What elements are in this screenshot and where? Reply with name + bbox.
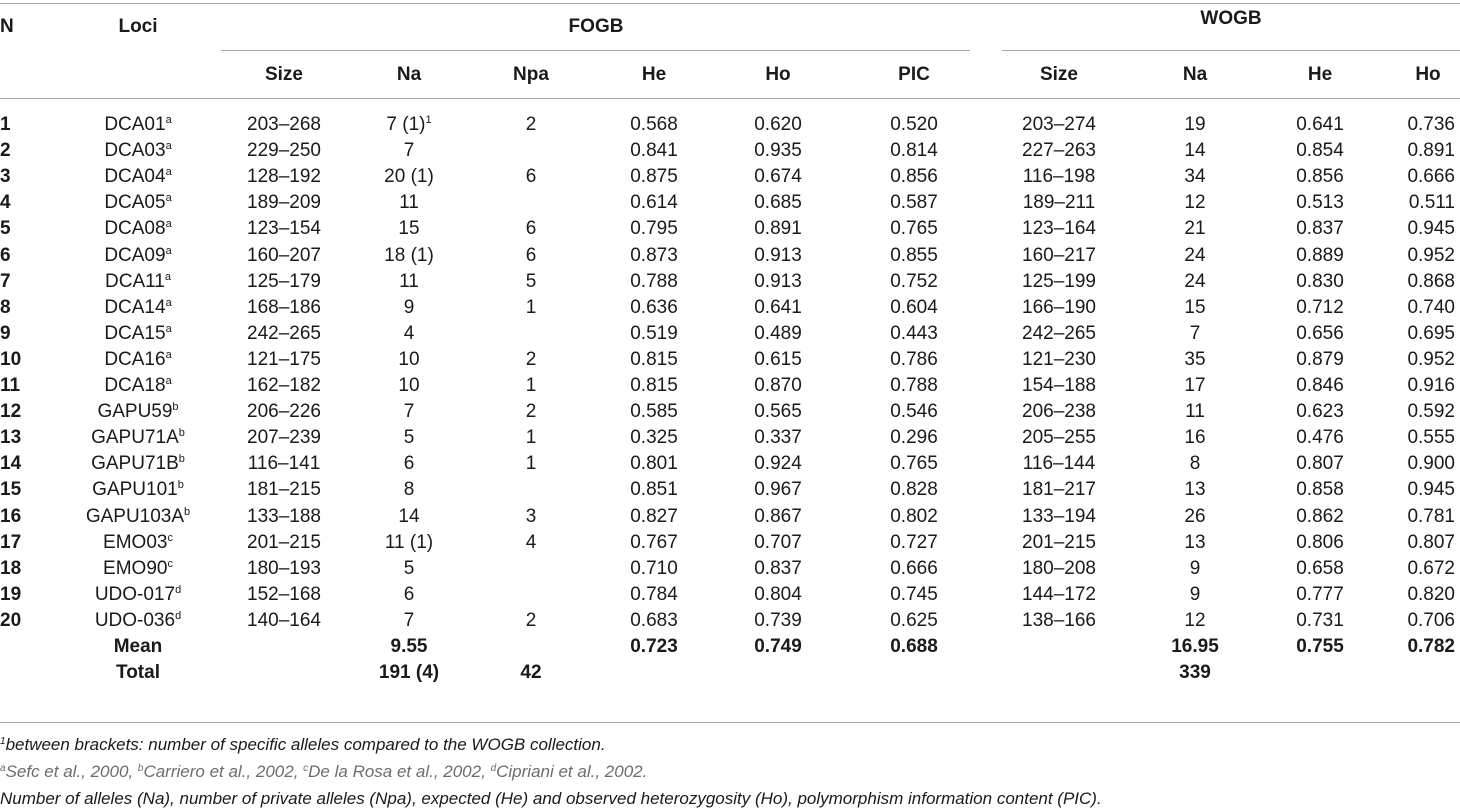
wogb-ho-cell: 0.781 bbox=[1407, 505, 1455, 527]
fogb-size-cell: 180–193 bbox=[247, 557, 321, 579]
fogb-na-cell: 15 bbox=[398, 218, 420, 240]
fogb-ho-cell: 0.707 bbox=[754, 531, 802, 553]
fogb-npa-cell: 6 bbox=[525, 218, 537, 240]
fogb-size-cell: 125–179 bbox=[247, 270, 321, 292]
wogb-size-cell: 205–255 bbox=[1022, 427, 1096, 449]
wogb-size-cell: 181–217 bbox=[1022, 479, 1096, 501]
row-number: 8 bbox=[0, 296, 11, 318]
header-fogb-na: Na bbox=[396, 64, 422, 85]
total-wogb-na: 339 bbox=[1179, 662, 1211, 684]
wogb-he-cell: 0.777 bbox=[1296, 583, 1344, 605]
fogb-na-cell: 6 bbox=[403, 453, 415, 475]
wogb-ho-cell: 0.592 bbox=[1407, 401, 1455, 423]
footnote-marker: 1 bbox=[0, 736, 6, 747]
fogb-size-cell: 203–268 bbox=[247, 114, 321, 135]
header-wogb-na: Na bbox=[1182, 64, 1208, 85]
wogb-size-cell: 144–172 bbox=[1022, 583, 1096, 605]
fogb-he-cell: 0.827 bbox=[630, 505, 678, 527]
wogb-na-cell: 19 bbox=[1184, 114, 1206, 135]
wogb-na-cell: 24 bbox=[1184, 270, 1206, 292]
wogb-he-cell: 0.858 bbox=[1296, 479, 1344, 501]
fogb-ho-cell: 0.337 bbox=[754, 427, 802, 449]
fogb-ho-cell: 0.685 bbox=[754, 192, 802, 214]
fogb-npa-cell: 1 bbox=[525, 453, 537, 475]
fogb-ho-cell: 0.489 bbox=[754, 322, 802, 344]
wogb-he-cell: 0.513 bbox=[1296, 192, 1344, 214]
row-number: 15 bbox=[0, 479, 22, 501]
mean-wogb-he: 0.755 bbox=[1296, 636, 1344, 657]
fogb-size-cell: 121–175 bbox=[247, 348, 321, 370]
wogb-he-cell: 0.862 bbox=[1296, 505, 1344, 527]
wogb-na-cell: 35 bbox=[1184, 348, 1206, 370]
fogb-pic-cell: 0.814 bbox=[890, 140, 938, 162]
superscript-marker: a bbox=[165, 218, 172, 231]
fogb-he-cell: 0.585 bbox=[630, 401, 678, 423]
fogb-na-cell: 6 bbox=[403, 583, 415, 605]
wogb-he-cell: 0.807 bbox=[1296, 453, 1344, 475]
wogb-size-cell: 201–215 bbox=[1022, 531, 1096, 553]
wogb-he-cell: 0.856 bbox=[1296, 166, 1344, 188]
wogb-he-cell: 0.837 bbox=[1296, 218, 1344, 240]
fogb-ho-cell: 0.913 bbox=[754, 270, 802, 292]
row-number: 11 bbox=[0, 375, 21, 396]
fogb-npa-cell: 6 bbox=[525, 244, 537, 266]
fogb-he-cell: 0.815 bbox=[630, 375, 678, 396]
fogb-ho-cell: 0.620 bbox=[754, 114, 802, 135]
wogb-he-cell: 0.623 bbox=[1296, 401, 1344, 423]
wogb-he-cell: 0.731 bbox=[1296, 609, 1344, 631]
fogb-ho-cell: 0.641 bbox=[754, 296, 802, 318]
fogb-npa-cell: 2 bbox=[525, 114, 537, 135]
fogb-he-cell: 0.875 bbox=[630, 166, 678, 188]
fogb-na-cell: 18 (1) bbox=[384, 244, 434, 266]
wogb-size-cell: 116–144 bbox=[1022, 453, 1096, 475]
table-top-rule bbox=[0, 3, 1460, 4]
wogb-ho-cell: 0.916 bbox=[1407, 375, 1455, 396]
wogb-ho-cell: 0.945 bbox=[1407, 218, 1455, 240]
fogb-size-cell: 207–239 bbox=[247, 427, 321, 449]
wogb-ho-cell: 0.900 bbox=[1407, 453, 1455, 475]
footnote-brackets-text: between brackets: number of specific alleles compared to the WOGB collection. bbox=[5, 735, 606, 754]
total-fogb-npa: 42 bbox=[520, 662, 542, 684]
fogb-ho-cell: 0.674 bbox=[754, 166, 802, 188]
superscript-marker: b bbox=[172, 401, 179, 414]
wogb-na-cell: 14 bbox=[1184, 140, 1206, 162]
footnote-references: $^a$Sefc et al., 2000, $^b$Carriero et al., 2002, $^c$De la Rosa et al., 2002, $^d$Cipriani et al., 2002. bbox=[0, 762, 648, 781]
fogb-pic-cell: 0.855 bbox=[890, 244, 938, 266]
fogb-ho-cell: 0.804 bbox=[754, 583, 802, 605]
locus-name: GAPU59$^b$ bbox=[97, 401, 179, 423]
wogb-size-cell: 227–263 bbox=[1022, 140, 1096, 162]
wogb-ho-cell: 0.952 bbox=[1407, 348, 1455, 370]
locus-name: DCA09$^a$ bbox=[104, 244, 172, 266]
fogb-size-cell: 206–226 bbox=[247, 401, 321, 423]
superscript-marker: a bbox=[165, 296, 172, 309]
fogb-ho-cell: 0.565 bbox=[754, 401, 802, 423]
fogb-he-cell: 0.636 bbox=[630, 296, 678, 318]
fogb-ho-cell: 0.870 bbox=[754, 375, 802, 396]
fogb-pic-cell: 0.520 bbox=[890, 114, 938, 135]
reference-text: Cipriani et al., 2002 bbox=[496, 762, 643, 781]
fogb-pic-cell: 0.786 bbox=[890, 348, 938, 370]
superscript-marker: a bbox=[164, 270, 171, 283]
fogb-size-cell: 152–168 bbox=[247, 583, 321, 605]
fogb-pic-cell: 0.828 bbox=[890, 479, 938, 501]
fogb-he-cell: 0.873 bbox=[630, 244, 678, 266]
wogb-ho-cell: 0.740 bbox=[1407, 296, 1455, 318]
locus-name: DCA18$^a$ bbox=[104, 375, 172, 396]
superscript-marker: a bbox=[165, 348, 172, 361]
row-number: 1 bbox=[0, 114, 11, 135]
locus-name: DCA14$^a$ bbox=[104, 296, 172, 318]
fogb-pic-cell: 0.666 bbox=[890, 557, 938, 579]
header-wogb-he: He bbox=[1307, 64, 1333, 85]
fogb-ho-cell: 0.935 bbox=[754, 140, 802, 162]
fogb-npa-cell: 5 bbox=[525, 270, 537, 292]
superscript-marker: a bbox=[165, 244, 172, 257]
footnote-abbreviations: Number of alleles (Na), number of private alleles (Npa), expected (He) and observed heterozygosity (Ho), polymorphism information content (PIC). bbox=[0, 789, 1102, 808]
locus-name: $GAPU71A^b$ bbox=[91, 427, 185, 449]
locus-name: DCA04$^a$ bbox=[104, 166, 172, 188]
wogb-he-cell: 0.830 bbox=[1296, 270, 1344, 292]
fogb-na-cell: 7 bbox=[403, 140, 415, 162]
fogb-na-cell: 8 bbox=[403, 479, 415, 501]
fogb-npa-cell: 3 bbox=[525, 505, 537, 527]
wogb-ho-cell: 0.695 bbox=[1407, 322, 1455, 344]
fogb-na-cell: 20 (1) bbox=[384, 166, 434, 188]
locus-name: DCA05$^a$ bbox=[104, 192, 172, 214]
fogb-pic-cell: 0.296 bbox=[890, 427, 938, 449]
wogb-he-cell: 0.846 bbox=[1296, 375, 1344, 396]
wogb-he-cell: 0.854 bbox=[1296, 140, 1344, 162]
header-fogb: FOGB bbox=[568, 16, 624, 37]
locus-name: UDO-036$^d$ bbox=[94, 609, 182, 631]
mean-fogb-pic: 0.688 bbox=[890, 636, 938, 657]
fogb-he-cell: 0.568 bbox=[630, 114, 678, 135]
superscript-marker: d bbox=[175, 583, 182, 596]
fogb-na-cell: 5 bbox=[403, 557, 415, 579]
fogb-na-cell: 11 (1) bbox=[384, 531, 434, 553]
fogb-pic-cell: 0.587 bbox=[890, 192, 938, 214]
locus-name: DCA11$^a$ bbox=[105, 270, 171, 292]
row-number: 16 bbox=[0, 505, 22, 527]
fogb-pic-cell: 0.546 bbox=[890, 401, 938, 423]
row-number: 18 bbox=[0, 557, 22, 579]
locus-name: UDO-017$^d$ bbox=[94, 583, 182, 605]
row-number: 19 bbox=[0, 583, 22, 605]
wogb-na-cell: 8 bbox=[1189, 453, 1201, 475]
locus-name: EMO90$^c$ bbox=[103, 557, 173, 579]
locus-name: DCA01$^a$ bbox=[104, 114, 172, 135]
locus-name: DCA03$^a$ bbox=[104, 140, 172, 162]
wogb-size-cell: 189–211 bbox=[1022, 192, 1096, 214]
row-number: 5 bbox=[0, 218, 11, 240]
row-number: 10 bbox=[0, 348, 22, 370]
fogb-size-cell: 229–250 bbox=[247, 140, 321, 162]
wogb-he-cell: 0.879 bbox=[1296, 348, 1344, 370]
header-wogb: WOGB bbox=[1200, 8, 1262, 29]
fogb-na-cell: 10 bbox=[398, 375, 420, 396]
wogb-he-cell: 0.658 bbox=[1296, 557, 1344, 579]
row-number: 7 bbox=[0, 270, 11, 292]
wogb-size-cell: 138–166 bbox=[1022, 609, 1096, 631]
fogb-na-cell: 4 bbox=[403, 322, 415, 344]
fogb-size-cell: 133–188 bbox=[247, 505, 321, 527]
superscript-marker: d bbox=[175, 609, 182, 622]
fogb-pic-cell: 0.604 bbox=[890, 296, 938, 318]
fogb-pic-cell: 0.765 bbox=[890, 453, 938, 475]
locus-name: EMO03$^c$ bbox=[103, 531, 173, 553]
fogb-na-cell: 14 bbox=[398, 505, 420, 527]
row-number: 14 bbox=[0, 453, 22, 475]
fogb-he-cell: 0.851 bbox=[630, 479, 678, 501]
fogb-he-cell: 0.815 bbox=[630, 348, 678, 370]
fogb-pic-cell: 0.802 bbox=[890, 505, 938, 527]
superscript-marker: a bbox=[165, 322, 172, 335]
fogb-na-cell: 10 bbox=[398, 348, 420, 370]
mean-fogb-he: 0.723 bbox=[630, 636, 678, 657]
fogb-size-cell: 123–154 bbox=[247, 218, 321, 240]
total-fogb-na: 191 (4) bbox=[378, 662, 440, 684]
header-loci: Loci bbox=[118, 16, 158, 37]
fogb-na-cell: 7 $(1)^1$ bbox=[386, 114, 432, 135]
wogb-na-cell: 16 bbox=[1184, 427, 1206, 449]
locus-name: $GAPU71B^b$ bbox=[91, 453, 185, 475]
superscript-marker: b bbox=[177, 479, 184, 492]
fogb-ho-cell: 0.867 bbox=[754, 505, 802, 527]
wogb-size-cell: 133–194 bbox=[1022, 505, 1096, 527]
wogb-group-rule bbox=[1002, 50, 1460, 51]
fogb-ho-cell: 0.913 bbox=[754, 244, 802, 266]
superscript-marker: a bbox=[165, 140, 172, 153]
header-fogb-pic: PIC bbox=[898, 64, 930, 85]
mean-fogb-ho: 0.749 bbox=[754, 636, 802, 657]
fogb-na-cell: 5 bbox=[403, 427, 415, 449]
fogb-he-cell: 0.614 bbox=[630, 192, 678, 214]
superscript-marker: 1 bbox=[425, 114, 432, 126]
fogb-ho-cell: 0.739 bbox=[754, 609, 802, 631]
wogb-ho-cell: 0.891 bbox=[1407, 140, 1455, 162]
fogb-size-cell: 242–265 bbox=[247, 322, 321, 344]
fogb-he-cell: 0.519 bbox=[630, 322, 678, 344]
fogb-npa-cell: 1 bbox=[525, 427, 537, 449]
fogb-na-cell: 11 bbox=[399, 270, 419, 292]
row-number: 4 bbox=[0, 192, 11, 214]
wogb-size-cell: 242–265 bbox=[1022, 322, 1096, 344]
wogb-he-cell: 0.656 bbox=[1296, 322, 1344, 344]
wogb-size-cell: 154–188 bbox=[1022, 375, 1096, 396]
wogb-ho-cell: 0.807 bbox=[1407, 531, 1455, 553]
header-n: N bbox=[0, 16, 14, 37]
fogb-size-cell: 160–207 bbox=[247, 244, 321, 266]
fogb-he-cell: 0.784 bbox=[630, 583, 678, 605]
wogb-size-cell: 180–208 bbox=[1022, 557, 1096, 579]
reference-marker: d bbox=[490, 763, 497, 774]
wogb-size-cell: 166–190 bbox=[1022, 296, 1096, 318]
wogb-na-cell: 11 bbox=[1185, 401, 1205, 423]
row-number: 20 bbox=[0, 609, 22, 631]
total-label: Total bbox=[116, 662, 160, 684]
row-number: 12 bbox=[0, 401, 22, 423]
wogb-na-cell: 12 bbox=[1184, 192, 1206, 214]
table-bottom-rule bbox=[0, 722, 1460, 723]
fogb-size-cell: 181–215 bbox=[247, 479, 321, 501]
locus-name: DCA16$^a$ bbox=[104, 348, 172, 370]
fogb-ho-cell: 0.837 bbox=[754, 557, 802, 579]
superscript-marker: b bbox=[178, 427, 185, 440]
wogb-ho-cell: 0.511 bbox=[1408, 192, 1455, 214]
fogb-na-cell: 7 bbox=[403, 401, 415, 423]
wogb-na-cell: 21 bbox=[1184, 218, 1206, 240]
locus-name: DCA08$^a$ bbox=[104, 218, 172, 240]
fogb-he-cell: 0.325 bbox=[630, 427, 678, 449]
fogb-pic-cell: 0.788 bbox=[890, 375, 938, 396]
fogb-he-cell: 0.841 bbox=[630, 140, 678, 162]
reference-text: De la Rosa et al., 2002 bbox=[308, 762, 482, 781]
fogb-ho-cell: 0.615 bbox=[754, 348, 802, 370]
fogb-pic-cell: 0.443 bbox=[890, 322, 938, 344]
wogb-ho-cell: 0.672 bbox=[1407, 557, 1455, 579]
superscript-marker: b bbox=[178, 453, 185, 466]
fogb-na-cell: 9 bbox=[403, 296, 415, 318]
row-number: 3 bbox=[0, 166, 11, 188]
fogb-size-cell: 128–192 bbox=[247, 166, 321, 188]
wogb-size-cell: 160–217 bbox=[1022, 244, 1096, 266]
wogb-na-cell: 24 bbox=[1184, 244, 1206, 266]
wogb-na-cell: 17 bbox=[1184, 375, 1206, 396]
mean-label: Mean bbox=[113, 636, 163, 657]
row-number: 9 bbox=[0, 322, 11, 344]
wogb-ho-cell: 0.868 bbox=[1407, 270, 1455, 292]
locus-name: $GAPU103A^b$ bbox=[85, 505, 191, 527]
fogb-ho-cell: 0.891 bbox=[754, 218, 802, 240]
wogb-na-cell: 15 bbox=[1184, 296, 1206, 318]
fogb-na-cell: 7 bbox=[403, 609, 415, 631]
wogb-he-cell: 0.476 bbox=[1296, 427, 1344, 449]
reference-text: Carriero et al., 2002 bbox=[143, 762, 294, 781]
fogb-he-cell: 0.767 bbox=[630, 531, 678, 553]
wogb-he-cell: 0.806 bbox=[1296, 531, 1344, 553]
fogb-he-cell: 0.788 bbox=[630, 270, 678, 292]
fogb-he-cell: 0.710 bbox=[630, 557, 678, 579]
wogb-ho-cell: 0.555 bbox=[1407, 427, 1455, 449]
fogb-npa-cell: 2 bbox=[525, 401, 537, 423]
wogb-na-cell: 34 bbox=[1184, 166, 1206, 188]
row-number: 2 bbox=[0, 140, 11, 162]
locus-name: GAPU101$^b$ bbox=[92, 479, 184, 501]
wogb-size-cell: 121–230 bbox=[1022, 348, 1096, 370]
wogb-ho-cell: 0.666 bbox=[1407, 166, 1455, 188]
wogb-he-cell: 0.889 bbox=[1296, 244, 1344, 266]
reference-marker: a bbox=[0, 763, 6, 774]
fogb-size-cell: 168–186 bbox=[247, 296, 321, 318]
reference-marker: b bbox=[137, 763, 144, 774]
fogb-npa-cell: 1 bbox=[525, 296, 537, 318]
wogb-size-cell: 203–274 bbox=[1022, 114, 1096, 135]
fogb-size-cell: 162–182 bbox=[247, 375, 321, 396]
fogb-npa-cell: 2 bbox=[525, 348, 537, 370]
row-number: 13 bbox=[0, 427, 22, 449]
wogb-ho-cell: 0.820 bbox=[1407, 583, 1455, 605]
superscript-marker: c bbox=[167, 557, 173, 570]
superscript-marker: a bbox=[165, 114, 172, 126]
header-bottom-rule bbox=[0, 98, 1460, 99]
wogb-size-cell: 125–199 bbox=[1022, 270, 1096, 292]
wogb-size-cell: 123–164 bbox=[1022, 218, 1096, 240]
fogb-pic-cell: 0.856 bbox=[890, 166, 938, 188]
superscript-marker: b bbox=[184, 505, 191, 518]
header-fogb-npa: Npa bbox=[513, 64, 549, 85]
wogb-ho-cell: 0.736 bbox=[1407, 114, 1455, 135]
superscript-marker: c bbox=[167, 531, 173, 544]
header-wogb-size: Size bbox=[1039, 64, 1079, 85]
fogb-pic-cell: 0.625 bbox=[890, 609, 938, 631]
fogb-pic-cell: 0.765 bbox=[890, 218, 938, 240]
wogb-na-cell: 12 bbox=[1184, 609, 1206, 631]
fogb-group-rule bbox=[221, 50, 970, 51]
superscript-marker: a bbox=[165, 375, 172, 387]
fogb-ho-cell: 0.967 bbox=[754, 479, 802, 501]
header-fogb-size: Size bbox=[264, 64, 304, 85]
wogb-na-cell: 9 bbox=[1189, 557, 1201, 579]
fogb-he-cell: 0.683 bbox=[630, 609, 678, 631]
fogb-npa-cell: 4 bbox=[525, 531, 537, 553]
fogb-he-cell: 0.795 bbox=[630, 218, 678, 240]
fogb-size-cell: 201–215 bbox=[247, 531, 321, 553]
fogb-size-cell: 189–209 bbox=[247, 192, 321, 214]
wogb-ho-cell: 0.706 bbox=[1407, 609, 1455, 631]
fogb-npa-cell: 2 bbox=[525, 609, 537, 631]
row-number: 17 bbox=[0, 531, 22, 553]
fogb-size-cell: 140–164 bbox=[247, 609, 321, 631]
wogb-na-cell: 13 bbox=[1184, 479, 1206, 501]
locus-name: DCA15$^a$ bbox=[104, 322, 172, 344]
superscript-marker: a bbox=[165, 192, 172, 205]
fogb-npa-cell: 6 bbox=[525, 166, 537, 188]
mean-wogb-na: 16.95 bbox=[1171, 636, 1219, 657]
footnote-brackets bbox=[0, 735, 606, 755]
fogb-npa-cell: 1 bbox=[525, 375, 537, 396]
wogb-na-cell: 9 bbox=[1189, 583, 1201, 605]
superscript-marker: a bbox=[165, 166, 172, 179]
wogb-size-cell: 206–238 bbox=[1022, 401, 1096, 423]
reference-text: Sefc et al., 2000 bbox=[5, 762, 129, 781]
fogb-he-cell: 0.801 bbox=[630, 453, 678, 475]
reference-marker: c bbox=[303, 763, 309, 774]
mean-fogb-na: 9.55 bbox=[390, 636, 428, 657]
wogb-ho-cell: 0.945 bbox=[1407, 479, 1455, 501]
wogb-he-cell: 0.641 bbox=[1296, 114, 1344, 135]
mean-wogb-ho: 0.782 bbox=[1407, 636, 1455, 657]
fogb-pic-cell: 0.745 bbox=[890, 583, 938, 605]
fogb-pic-cell: 0.752 bbox=[890, 270, 938, 292]
wogb-ho-cell: 0.952 bbox=[1407, 244, 1455, 266]
wogb-size-cell: 116–198 bbox=[1022, 166, 1096, 188]
fogb-na-cell: 11 bbox=[399, 192, 419, 214]
header-fogb-ho: Ho bbox=[765, 64, 791, 85]
fogb-pic-cell: 0.727 bbox=[890, 531, 938, 553]
wogb-na-cell: 13 bbox=[1184, 531, 1206, 553]
wogb-he-cell: 0.712 bbox=[1296, 296, 1344, 318]
header-wogb-ho: Ho bbox=[1415, 64, 1441, 85]
wogb-na-cell: 7 bbox=[1189, 322, 1201, 344]
wogb-na-cell: 26 bbox=[1184, 505, 1206, 527]
row-number: 6 bbox=[0, 244, 11, 266]
header-fogb-he: He bbox=[641, 64, 667, 85]
fogb-ho-cell: 0.924 bbox=[754, 453, 802, 475]
fogb-size-cell: 116–141 bbox=[247, 453, 321, 475]
